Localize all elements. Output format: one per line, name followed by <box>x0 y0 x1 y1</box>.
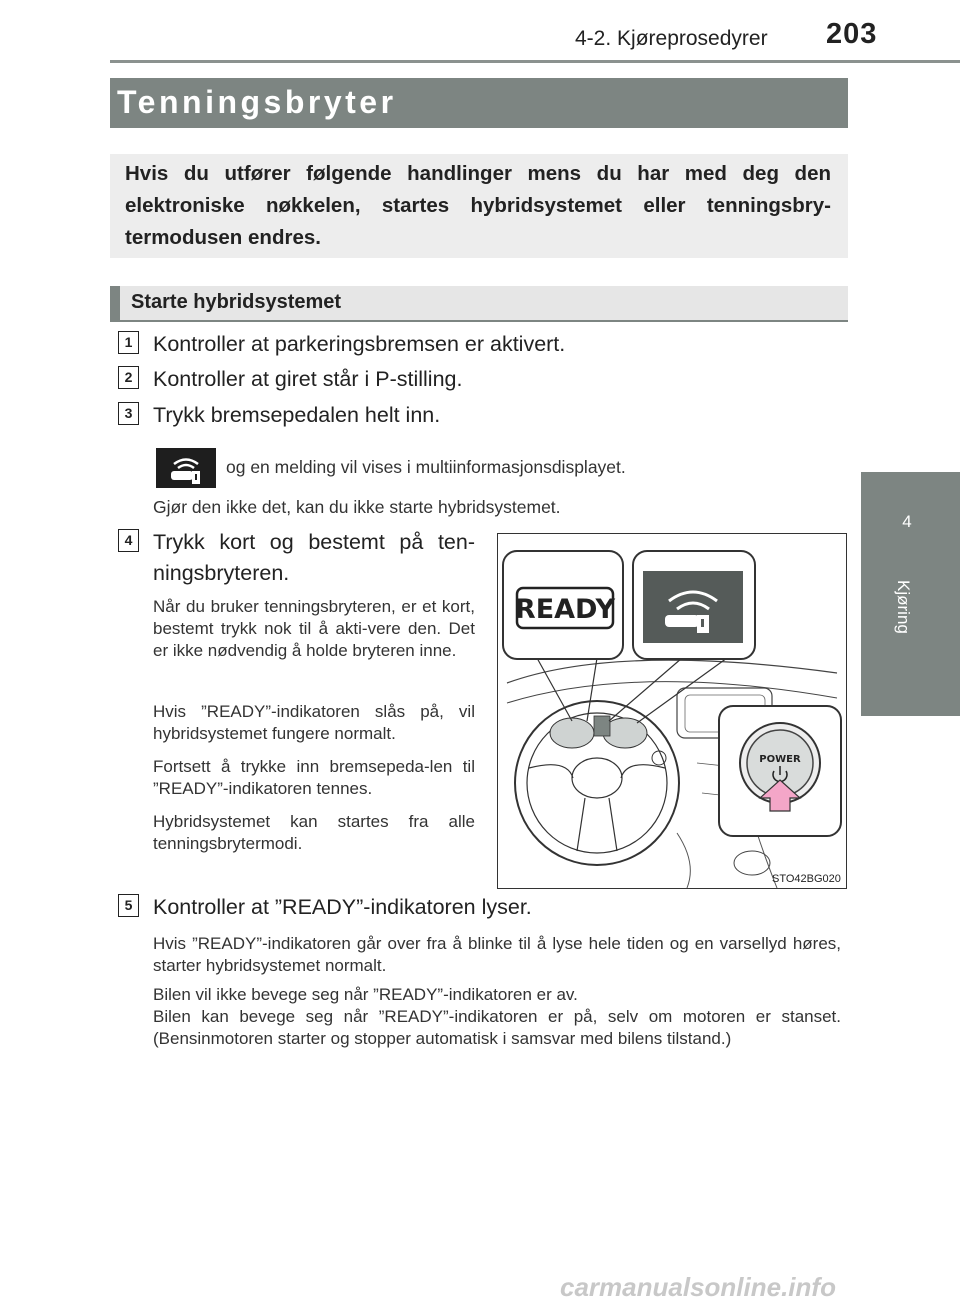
indicator-note: og en melding vil vises i multiinformasjonsdisplayet. <box>226 457 626 477</box>
dashboard-illustration <box>497 533 847 889</box>
power-label: POWER <box>759 754 801 765</box>
illustration-caption: STO42BG020 <box>772 873 841 885</box>
step4-note: Hybridsystemet kan startes fra alle tenningsbrytermodi. <box>153 812 475 853</box>
subheading: Starte hybridsystemet <box>131 291 342 313</box>
chapter-number: 4 <box>902 512 912 531</box>
step-text: Kontroller at ”READY”-indikatoren lyser. <box>153 895 532 919</box>
chapter-label: Kjøring <box>894 580 913 634</box>
intro-text: Hvis du utfører følgende handlinger mens du har med deg den elektroniske nøkkelen, startes hybridsystemet eller tenningsbry-termodusen endres. <box>125 162 831 249</box>
header-rule <box>110 60 960 63</box>
step-text: Trykk bremsepedalen helt inn. <box>153 403 441 427</box>
step5-note: Hvis ”READY”-indikatoren går over fra å blinke til å lyse hele tiden og en varsellyd høres, starter hybridsystemet normalt. <box>153 934 841 975</box>
smart-key-indicator-icon <box>156 448 216 488</box>
step-number: 2 <box>118 366 139 389</box>
page-title: Tenningsbryter <box>117 84 397 120</box>
step-text: Kontroller at giret står i P-stilling. <box>153 367 463 391</box>
page-number: 203 <box>826 18 878 50</box>
step-text: Trykk kort og bestemt på ten-ningsbryteren. <box>153 530 475 585</box>
step-text: Kontroller at parkeringsbremsen er aktivert. <box>153 332 566 356</box>
ready-label: READY <box>514 594 616 625</box>
step-number: 3 <box>118 402 139 425</box>
section-header: 4-2. Kjøreprosedyrer <box>575 27 768 50</box>
watermark: carmanualsonline.info <box>560 1272 836 1302</box>
step4-note: Fortsett å trykke inn bremsepeda-len til ”READY”-indikatoren tennes. <box>153 757 475 798</box>
step5-note: Bilen vil ikke bevege seg når ”READY”-indikatoren er av. <box>153 985 578 1004</box>
subheading-accent <box>110 286 120 320</box>
step-number: 1 <box>118 331 139 354</box>
step-number: 5 <box>118 894 139 917</box>
step4-note: Når du bruker tenningsbryteren, er et kort, bestemt trykk nok til å akti-vere den. Det er ikke nødvendig å holde bryteren inne. <box>153 597 475 660</box>
step5-note: Bilen kan bevege seg når ”READY”-indikatoren er på, selv om motoren er stanset. (Bensinmotoren starter og stopper automatisk i samsvar med bilens tilstand.) <box>153 1007 841 1048</box>
step-number: 4 <box>118 529 139 552</box>
fail-note: Gjør den ikke det, kan du ikke starte hybridsystemet. <box>153 497 561 517</box>
step4-note: Hvis ”READY”-indikatoren slås på, vil hybridsystemet fungere normalt. <box>153 702 475 743</box>
